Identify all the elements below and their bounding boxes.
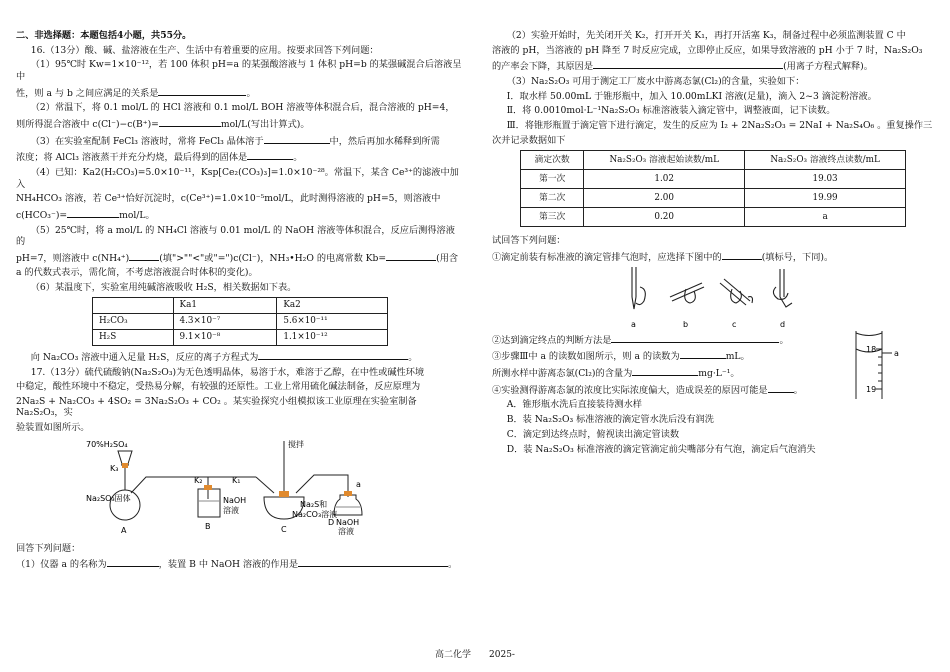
answer-blank bbox=[386, 251, 436, 261]
q16-4-line1: （4）已知：Ka2(H₂CO₃)=5.0×10⁻¹¹，Ksp[Ce₂(CO₃)₃]=1.0×10⁻²⁸。常温下，某含 Ce³⁺的滤液中加入 bbox=[16, 167, 459, 190]
q16-3-line1: （3）在实验室配制 FeCl₃ 溶液时，常将 FeCl₃ 晶体溶于 中，然后再加水稀释到所需 bbox=[30, 135, 440, 147]
label-C: C bbox=[281, 524, 287, 534]
table-cell: 0.20 bbox=[584, 208, 745, 227]
q16-5-line1: （5）25℃时，将 a mol/L 的 NH₄Cl 溶液与 0.01 mol/L 的 NaOH 溶液等体积混合，反应后测得溶液的 bbox=[16, 224, 455, 248]
q16-2-line1: （2）常温下，将 0.1 mol/L 的 HCl 溶液和 0.1 mol/L BOH 溶液等体积混合后，混合溶液的 pH=4， bbox=[30, 102, 455, 114]
table-header-cell: Na₂S₂O₃ 溶液起始读数/mL bbox=[584, 151, 745, 170]
questions-with-burette bbox=[492, 333, 938, 397]
answer-blank bbox=[264, 134, 330, 144]
page-footer: 高二化学 2025- bbox=[435, 650, 515, 660]
q17-line3: 2Na₂S + Na₂CO₃ + 4SO₂ = 3Na₂S₂O₃ + CO₂ 。某实验探究小组模拟该工业原理在实验室制备 Na₂S₂O₃，实 bbox=[16, 395, 417, 419]
label-naoh-d: NaOH bbox=[336, 517, 360, 527]
answer-blank bbox=[258, 350, 408, 360]
q17-1: （1）仪器 a 的名称为 ，装置 B 中 NaOH 溶液的作用是 。 bbox=[16, 559, 458, 571]
q16-5-line3: a 的代数式表示，需化简，不考虑溶液混合时体积的变化)。 bbox=[16, 267, 258, 279]
q16-title: 16.（13分）酸、碱、盐溶液在生产、生活中有着重要的应用。按要求回答下列问题： bbox=[30, 44, 379, 56]
section-title: 二、非选择题：本题包括4小题，共55分。 bbox=[16, 30, 192, 41]
answer-blank bbox=[768, 383, 794, 393]
label-k3: K₃ bbox=[110, 463, 119, 473]
right-column bbox=[492, 30, 938, 458]
q16-1-line2: 性，则 a 与 b 之间应满足的关系是 。 bbox=[16, 87, 256, 99]
label-stir: 搅拌 bbox=[288, 439, 304, 449]
label-k1: K₁ bbox=[232, 475, 241, 485]
table-cell: 9.1×10⁻⁸ bbox=[173, 329, 277, 345]
burette-pictures bbox=[620, 267, 820, 333]
label-mix: Na₂S和 bbox=[300, 499, 328, 509]
pic-label: d bbox=[780, 319, 786, 329]
option-b: B．装 Na₂S₂O₃ 标准溶液的滴定管水洗后没有润洗 bbox=[506, 414, 714, 426]
option-d: D．装 Na₂S₂O₃ 标准溶液的滴定管滴定前尖嘴部分有气泡，滴定后气泡消失 bbox=[506, 443, 816, 455]
tick-19: 19 bbox=[866, 384, 877, 394]
label-acid: 70%H₂SO₄ bbox=[86, 439, 128, 449]
label-A: A bbox=[121, 525, 127, 535]
q16-1-line1: （1）95℃时 Kw=1×10⁻¹²，若 100 体积 pH=a 的某强酸溶液与 1 体积 pH=b 的某强碱混合后溶液呈中 bbox=[16, 59, 462, 82]
table-cell: 19.99 bbox=[745, 189, 906, 208]
c4: ④实验测得游离态氯的浓度比实际浓度偏大，造成误差的原因可能是 。 bbox=[492, 384, 803, 396]
q16-4-line3: c(HCO₃⁻)= mol/L。 bbox=[16, 209, 155, 221]
answer-blank bbox=[107, 557, 159, 567]
answer-blank bbox=[722, 250, 762, 260]
pic-label: b bbox=[683, 319, 689, 329]
c2: ②达到滴定终点的判断方法是 。 bbox=[492, 334, 789, 346]
table-header-cell: Ka1 bbox=[173, 297, 277, 313]
q16-5-line2: pH=7，则溶液中 c(NH₄⁺) (填">""<"或"=")c(Cl⁻)，NH₃•H₂O 的电离常数 Kb= (用含 bbox=[16, 252, 459, 264]
r2-line2: 溶液的 pH，当溶液的 pH 降至 7 时反应完成，立即停止反应，如果导致溶液的 pH 小于 7 时，Na₂S₂O₃ bbox=[492, 44, 923, 56]
table-row bbox=[521, 208, 906, 227]
step-2: Ⅱ．将 0.0010mol·L⁻¹Na₂S₂O₃ 标准溶液装入滴定管中，调整液面，记下读数。 bbox=[506, 105, 836, 117]
table-header-cell bbox=[93, 297, 174, 313]
ka-table bbox=[92, 297, 388, 346]
label-k2: K₂ bbox=[194, 475, 203, 485]
table-cell: 第三次 bbox=[521, 208, 584, 227]
option-a: A．锥形瓶水洗后直接装待测水样 bbox=[506, 399, 642, 411]
table-header-row bbox=[521, 151, 906, 170]
table-cell: H₂CO₃ bbox=[93, 313, 174, 329]
label-B: B bbox=[205, 521, 211, 531]
table-header-cell: Ka2 bbox=[277, 297, 388, 313]
table-header-row bbox=[93, 297, 388, 313]
label-naoh-d2: 溶液 bbox=[338, 526, 354, 536]
label-a: a bbox=[356, 479, 361, 489]
answer-blank bbox=[67, 208, 119, 218]
q16-4-line2: NH₄HCO₃ 溶液，若 Ce³⁺恰好沉淀时，c(Ce³⁺)=1.0×10⁻⁵mol/L，此时测得溶液的 pH=5，则溶液中 bbox=[16, 193, 441, 205]
label-D: D bbox=[328, 517, 335, 527]
bottle-d bbox=[334, 495, 362, 515]
answer-blank bbox=[611, 333, 779, 343]
answer-prompt: 回答下列问题： bbox=[16, 542, 81, 554]
q16-6-eq: 向 Na₂CO₃ 溶液中通入足量 H₂S，反应的离子方程式为 。 bbox=[30, 351, 418, 363]
table-cell: H₂S bbox=[93, 329, 174, 345]
pic-label: c bbox=[732, 319, 737, 329]
table-header-cell: 滴定次数 bbox=[521, 151, 584, 170]
q17-line4: 验装置如图所示。 bbox=[16, 422, 90, 434]
answer-blank bbox=[593, 59, 783, 69]
burette-reading-figure bbox=[846, 329, 906, 401]
answer-blank bbox=[129, 251, 159, 261]
answer-blank bbox=[247, 150, 293, 160]
answer-blank bbox=[159, 117, 221, 127]
answer-blank bbox=[158, 86, 246, 96]
table-row bbox=[521, 189, 906, 208]
answer-blank bbox=[298, 557, 448, 567]
table-cell: 2.00 bbox=[584, 189, 745, 208]
q16-2-line2: 则所得混合溶液中 c(Cl⁻)−c(B⁺)= mol/L(写出计算式)。 bbox=[16, 118, 310, 130]
label-naoh-b2: 溶液 bbox=[223, 505, 239, 515]
r3: （3）Na₂S₂O₃ 可用于测定工厂废水中游离态氯(Cl₂)的含量，实验如下： bbox=[506, 76, 805, 88]
table-cell: a bbox=[745, 208, 906, 227]
titration-table bbox=[520, 150, 906, 227]
label-mix2: Na₂CO₃溶液 bbox=[292, 509, 338, 519]
c3-line1: ③步骤Ⅲ中 a 的读数如图所示，则 a 的读数为 mL。 bbox=[492, 351, 750, 363]
step-1: Ⅰ．取水样 50.00mL 于锥形瓶中，加入 10.00mLKI 溶液(足量)，滴入 2~3 滴淀粉溶液。 bbox=[506, 90, 877, 102]
table-cell: 1.02 bbox=[584, 170, 745, 189]
left-column bbox=[16, 30, 464, 574]
r2-line3: 的产率会下降，其原因是 (用离子方程式解释)。 bbox=[492, 61, 873, 73]
pic-label: a bbox=[631, 319, 636, 329]
step-3-line2: 次并记录数据如下 bbox=[492, 134, 566, 146]
label-naoh-b: NaOH bbox=[223, 495, 247, 505]
answer-blank bbox=[632, 366, 698, 376]
table-cell: 第一次 bbox=[521, 170, 584, 189]
table-row bbox=[93, 329, 388, 345]
table-cell: 5.6×10⁻¹¹ bbox=[277, 313, 388, 329]
c1: ①滴定前装有标准液的滴定管排气泡时，应选择下图中的 (填标号，下同)。 bbox=[492, 252, 834, 263]
tick-18: 18 bbox=[866, 344, 877, 354]
option-c: C．滴定到达终点时，俯视读出滴定管读数 bbox=[506, 428, 680, 440]
reading-label-a: a bbox=[894, 348, 899, 358]
q17-line2: 中稳定，酸性环境中不稳定，受热易分解，有较强的还原性。工业上常用硫化碱法制备，反应原理为 bbox=[16, 381, 421, 393]
table-cell: 第二次 bbox=[521, 189, 584, 208]
answer-blank bbox=[680, 349, 726, 359]
table-row bbox=[521, 170, 906, 189]
r2-line1: （2）实验开始时，先关闭开关 K₂，打开开关 K₁，再打开活塞 K₃，制备过程中必须监测装置 C 中 bbox=[506, 30, 906, 41]
table-cell: 19.03 bbox=[745, 170, 906, 189]
table-cell: 1.1×10⁻¹² bbox=[277, 329, 388, 345]
table-header-cell: Na₂S₂O₃ 溶液终点读数/mL bbox=[745, 151, 906, 170]
label-solid: Na₂SO₃固体 bbox=[86, 493, 131, 503]
table-row bbox=[93, 313, 388, 329]
try-prompt: 试回答下列问题： bbox=[492, 235, 566, 247]
apparatus-diagram bbox=[86, 437, 416, 537]
bottle-b bbox=[198, 489, 220, 517]
q16-6: （6）某温度下，实验室用纯碱溶液吸收 H₂S，相关数据如下表。 bbox=[30, 282, 297, 294]
q17-line1: 17.（13分）硫代硫酸钠(Na₂S₂O₃)为无色透明晶体，易溶于水，难溶于乙醇，在中性或碱性环境 bbox=[30, 366, 425, 378]
table-cell: 4.3×10⁻⁷ bbox=[173, 313, 277, 329]
step-3-line1: Ⅲ．将锥形瓶置于滴定管下进行滴定，发生的反应为 I₂ + 2Na₂S₂O₃ = 2NaI + Na₂S₄O₆ 。重复操作三 bbox=[506, 120, 933, 132]
c3-line2: 所测水样中游离态氯(Cl₂)的含量为 mg·L⁻¹。 bbox=[492, 368, 740, 380]
q16-3-line2: 浓度；将 AlCl₃ 溶液蒸干并充分灼烧，最后得到的固体是 。 bbox=[16, 152, 303, 164]
